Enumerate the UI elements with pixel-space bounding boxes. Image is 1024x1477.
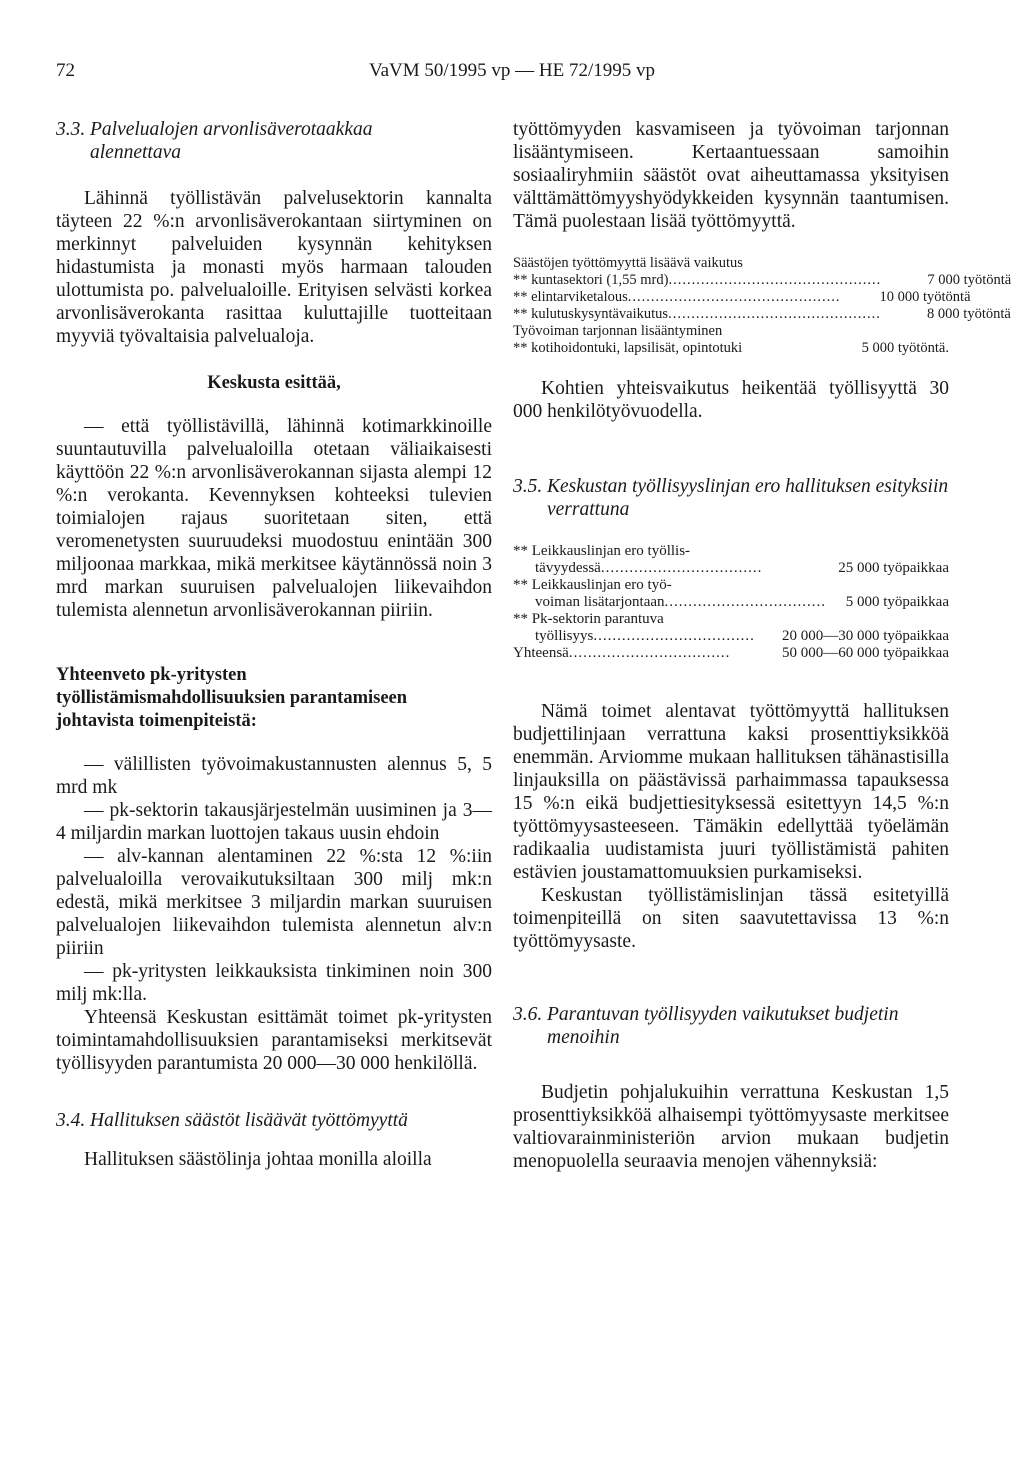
paragraph: työttömyyden kasvamiseen ja työvoiman tarjonnan lisääntymiseen. Kertaantuessaan samoihin sosiaaliryhmiin säästöt ovat aiheuttamassa yksityisen välttämättömyyshyödykkeiden kysynnän taantumisen. Tämä puolestaan lisää työttömyyttä. [513,119,949,232]
section-title: Palvelualojen arvonlisäverotaakkaa alennettava [90,119,373,163]
table-row: ** Leikkauslinjan ero työ- [513,577,672,593]
bullet-item: — alv-kannan alentaminen 22 %:sta 12 %:iin palvelualoilla verovaikutuksiltaan 300 milj mk:n edestä, mikä merkitsee 3 miljardin markan suuruisen palvelualojen liikevaihdon tulemista alennetun alv:n piiriin [56,846,492,959]
row-value: 20 000—30 000 työpaikkaa [781,628,949,644]
paragraph: Yhteensä Keskustan esittämät toimet pk-yritysten toimintamahdollisuuksien parantamiseksi merkitsevät työllisyyden parantumista 20 000—30 000 henkilöllä. [56,1007,492,1074]
paragraph: Keskustan työllistämislinjan tässä esitetyillä toimenpiteillä on siten saavutettavissa 13 %:n työttömyysaste. [513,885,949,952]
table-row: ** Leikkauslinjan ero työllis- [513,543,691,559]
row-value: 5 000 työtöntä. [861,340,949,356]
bullet-item: — välillisten työvoimakustannusten alennus 5, 5 mrd mk [56,754,492,798]
table-subheading: Työvoiman tarjonnan lisääntyminen [513,323,723,339]
leader-dots: .................................. [568,645,731,661]
section-number: 3.6. [513,1004,543,1025]
savings-effect-table [513,255,1012,357]
leader-dots: .............................................. [627,289,841,305]
section-title: Hallituksen säästöt lisäävät työttömyyttä [90,1110,408,1131]
leader-dots: .................................. [664,594,827,610]
leader-dots: .............................................. [668,272,882,288]
row-value: 7 000 työtöntä [927,272,1012,288]
section-number: 3.5. [513,476,543,497]
left-column [56,112,492,1171]
paragraph: Budjetin pohjalukuihin verrattuna Keskustan 1,5 prosenttiyksikköä alhaisempi työttömyysaste merkitsee valtiovarainministeriön arvion mukaan budjetin menopuolella seuraavia menojen vähennyksiä: [513,1082,949,1172]
bullet-item: — pk-sektorin takausjärjestelmän uusiminen ja 3—4 miljardin markan luottojen takaus uusin ehdoin [56,800,492,844]
row-value: 50 000—60 000 työpaikkaa [781,645,949,661]
paragraph: Hallituksen säästölinja johtaa monilla aloilla [84,1149,432,1170]
table-row [513,594,949,611]
table-row: ** Pk-sektorin parantuva [513,611,664,627]
leader-dots: .................................. [600,560,763,576]
table-row [513,645,949,662]
row-value: 5 000 työpaikkaa [845,594,949,610]
row-label: ** elintarviketalous [513,289,628,305]
summary-heading: Yhteenveto pk-yritysten työllistämismahdollisuuksien parantamiseen johtavista toimenpiteistä: [56,665,408,731]
bullet-item: — pk-yritysten leikkauksista tinkiminen noin 300 milj mk:lla. [56,961,492,1005]
table-row [513,306,1011,323]
table-row [513,272,1012,289]
section-heading-3-3 [56,118,492,164]
section-heading-3-4 [56,1109,492,1132]
table-row [513,340,949,357]
row-label: Yhteensä [513,645,569,661]
section-heading-3-6 [513,1003,949,1049]
table-row [513,560,949,577]
row-value: 25 000 työpaikkaa [838,560,949,576]
paragraph: — että työllistävillä, lähinnä kotimarkkinoille suuntautuvilla palvelualoilla otetaan väliaikaisesti käyttöön 22 %:n arvonlisäverokannan sijasta alempi 12 %:n verokanta. Kevennyksen kohteeksi tulevien toimialojen rajaus suoritetaan siten, että veromenetysten suuruudeksi muodostuu enintään 300 miljoonaa markkaa, mikä merkitsee käytännössä noin 3 mrd markan suuruisen palvelualojen liikevaihdon tulemista alennetun arvonlisäverokannan piiriin. [56,416,492,621]
table-row [513,628,949,645]
section-number: 3.3. [56,119,86,140]
row-value: 8 000 työtöntä [927,306,1011,322]
row-label: voiman lisätarjontaan [535,594,665,610]
row-label: työllisyys [535,628,594,644]
row-label: tävyydessä [535,560,601,576]
leader-dots: .................................. [593,628,755,644]
section-title: Keskustan työllisyyslinjan ero hallituksen esityksiin verrattuna [547,476,949,520]
section-number: 3.4. [56,1110,86,1131]
leader-dots: .............................................. [668,306,881,322]
row-value: 10 000 työtöntä [879,289,971,305]
section-title: Parantuvan työllisyyden vaikutukset budjetin menoihin [547,1004,899,1048]
row-label: ** kuntasektori (1,55 mrd) [513,272,669,288]
row-label: ** kotihoidontuki, lapsilisät, opintotuki [513,340,743,356]
paragraph: Nämä toimet alentavat työttömyyttä hallituksen budjettilinjaan verrattuna kaksi prosenttiyksikköä enemmän. Arviomme mukaan hallituksen tähänastisilla linjauksilla on päästävissä parhaimmassa tapauksessa 15 %:n eikä budjettiesityksessä esitettyyn 14,5 %:n työttömyysasteeseen. Tämäkin edellyttää työelämän radikaalia uudistamista juuri työllistämistä pahiten estävien joustamattomuuksien purkamiseksi. [513,701,949,883]
paragraph: Kohtien yhteisvaikutus heikentää työllisyyttä 30 000 henkilötyövuodella. [513,378,949,422]
paragraph: Lähinnä työllistävän palvelusektorin kannalta täyteen 22 %:n arvonlisäverokantaan siirtyminen on merkinnyt palveluiden kysynnän kehityksen hidastumista ja monasti myös harmaan talouden ulottumista po. palvelualoille. Erityisen selvästi korkea arvonlisäverokanta rasittaa kuluttajille tuotteitaan myyviä työvaltaisia palvelualoja. [56,188,492,347]
running-title: VaVM 50/1995 vp — HE 72/1995 vp [368,60,656,81]
page-number: 72 [56,60,75,81]
table-row [513,289,971,306]
employment-line-table [513,543,949,662]
right-column [513,112,1012,1173]
row-label: ** kulutuskysyntävaikutus [513,306,669,322]
section-heading-3-5 [513,475,949,521]
proposal-heading: Keskusta esittää, [207,373,341,393]
table-heading: Säästöjen työttömyyttä lisäävä vaikutus [513,255,743,271]
